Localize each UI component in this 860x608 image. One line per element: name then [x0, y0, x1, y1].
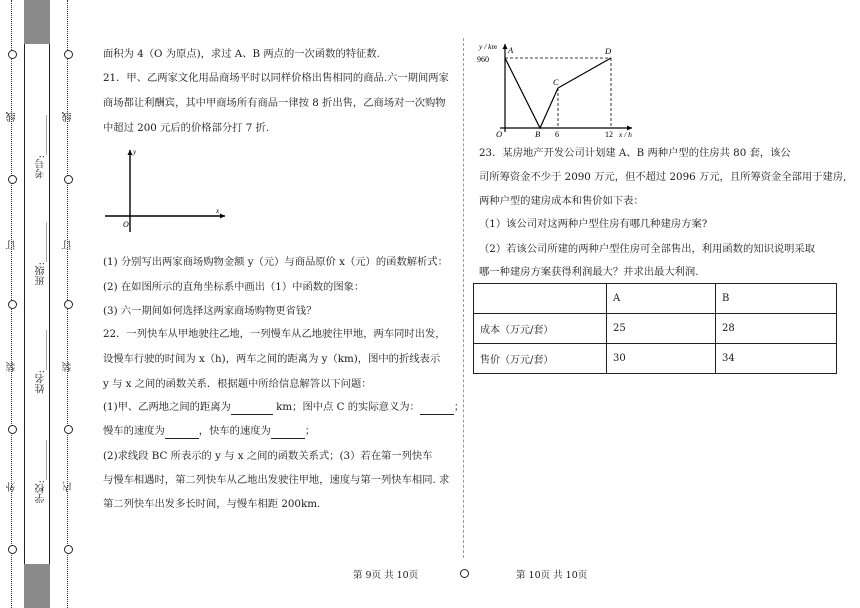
binding-gray-top	[24, 0, 50, 44]
x-axis-label: x	[216, 207, 220, 215]
binding-circle	[64, 175, 73, 184]
q21-line: 中超过 200 元后的价格部分打 7 折.	[103, 122, 270, 134]
footer-circle	[460, 569, 469, 578]
binding-circle	[64, 300, 73, 309]
q23-line: 两种户型的建房成本和售价如下表：	[479, 195, 644, 207]
q23-line: （1）该公司对这两种户型住房有哪几种建房方案?	[479, 218, 708, 230]
x-arrow	[220, 214, 225, 219]
outer-label: 装	[7, 362, 18, 372]
y-arrow	[503, 44, 508, 49]
table-cell: 25	[607, 314, 716, 344]
outer-label: 外	[7, 482, 18, 492]
q22-sub2: 第二列快车出发多长时间，与慢车相距 200km.	[103, 498, 321, 510]
table-cell: 成本（万元/套）	[474, 314, 607, 344]
y-arrow	[128, 150, 133, 155]
q23-line: 哪一种建房方案获得利润最大？并求出最大利润.	[479, 266, 699, 278]
q21-line: 商场都让利酬宾，其中甲商场所有商品一律按 8 折出售，乙商场对一次购物	[103, 97, 446, 109]
q22-sub1-line2	[103, 424, 315, 439]
binding-circle	[64, 425, 73, 434]
point-d: D	[605, 46, 612, 56]
field-name	[34, 330, 49, 393]
table-header-cell: A	[607, 284, 716, 314]
table-cell: 34	[716, 344, 837, 374]
point-o: O	[496, 129, 503, 138]
footer-left-page: 第 9页 共 10页	[353, 570, 419, 581]
q23-line: （2）若该公司所建的两种户型住房可全部售出，利用函数的知识说明采取	[479, 243, 816, 255]
cost-price-table	[473, 283, 837, 374]
table-cell: 30	[607, 344, 716, 374]
label-6: 6	[555, 130, 559, 138]
field-school-label: 学校:	[36, 480, 47, 504]
field-school-line[interactable]: ________	[36, 440, 47, 480]
footer-right-page: 第 10页 共 10页	[516, 570, 588, 581]
field-exam-no-label: 考号:	[36, 155, 47, 179]
q22-sub1-b: km；图中点 C 的实际意义为：	[276, 401, 420, 413]
q21-sub: (2) 在如图所示的直角坐标系中画出（1）中函数的图象：	[103, 281, 365, 293]
q22-line: y 与 x 之间的函数关系．根据题中所给信息解答以下问题：	[103, 378, 372, 390]
table-header-row	[474, 284, 837, 314]
q23-line: 23．某房地产开发公司计划建 A、B 两种户型的住房共 80 套，该公	[479, 147, 791, 159]
blank-point-c[interactable]	[420, 400, 454, 415]
q21-sub: (1) 分别写出两家商场购物金额 y（元）与商品原价 x（元）的函数解析式：	[103, 256, 448, 268]
y-axis-label: y	[133, 148, 137, 156]
field-class-label: 班级:	[36, 262, 47, 286]
point-b: B	[535, 129, 541, 138]
q23-line: 司所筹资金不少于 2090 万元，但不超过 2096 万元，且所筹资金全部用于建房,	[479, 171, 847, 183]
inner-label: 内	[63, 482, 74, 492]
x-axis-label: x / h	[619, 130, 632, 138]
q21-axes	[100, 140, 235, 235]
blank-distance[interactable]	[231, 400, 273, 415]
table-header-cell: B	[716, 284, 837, 314]
y-axis-label: y / km	[479, 42, 497, 51]
q22-sub1-e: ，快车的速度为	[198, 425, 271, 437]
binding-circle	[8, 50, 17, 59]
outer-label: 线	[7, 112, 18, 122]
q22-sub1-f: ；	[304, 425, 316, 437]
q20-tail: 面积为 4（O 为原点)，求过 A、B 两点的一次函数的特征数.	[103, 48, 380, 60]
origin-label: O	[123, 220, 129, 229]
field-name-line[interactable]: ________	[36, 330, 47, 370]
field-exam-no	[34, 115, 49, 178]
table-cell: 28	[716, 314, 837, 344]
binding-circle	[8, 175, 17, 184]
q21-line: 21．甲、乙两家文化用品商场平时以同样价格出售相同的商品.六一期间两家	[103, 72, 449, 84]
point-a: A	[508, 45, 514, 55]
binding-gray-bottom	[24, 564, 50, 608]
q22-sub2: 与慢车相遇时，第二列快车从乙地出发驶往甲地，速度与第一列快车相同. 求	[103, 474, 450, 486]
field-class-line[interactable]: ________	[36, 222, 47, 262]
q22-sub1-line1	[103, 400, 464, 415]
q22-sub1-a: (1)甲、乙两地之间的距离为	[103, 401, 231, 413]
field-class	[34, 222, 49, 285]
q22-line: 设慢车行驶的时间为 x（h)，两车之间的距离为 y（km)，图中的折线表示	[103, 353, 441, 365]
q22-line: 22．一列快车从甲地驶往乙地，一列慢车从乙地驶往甲地，两车同时出发，	[103, 328, 446, 340]
inner-label: 线	[63, 112, 74, 122]
inner-label: 装	[63, 362, 74, 372]
table-header-cell	[474, 284, 607, 314]
table-row	[474, 344, 837, 374]
inner-label: 订	[63, 240, 74, 250]
field-exam-no-line[interactable]: ________	[36, 115, 47, 155]
q22-sub1-d: 慢车的速度为	[103, 425, 165, 437]
q21-sub: (3) 六一期间如何选择这两家商场购物更省钱？	[103, 305, 317, 317]
outer-label: 订	[7, 240, 18, 250]
point-c: C	[553, 77, 559, 87]
label-960: 960	[477, 55, 489, 64]
page-divider	[463, 38, 464, 558]
label-12: 12	[605, 130, 613, 138]
binding-circle	[8, 300, 17, 309]
field-name-label: 姓名:	[36, 370, 47, 394]
table-cell: 售价（万元/套）	[474, 344, 607, 374]
binding-circle	[8, 545, 17, 554]
blank-fast-speed[interactable]	[271, 424, 305, 439]
blank-slow-speed[interactable]	[165, 424, 199, 439]
q22-graph	[474, 38, 644, 138]
binding-circle	[64, 50, 73, 59]
binding-circle	[8, 425, 17, 434]
field-school	[34, 440, 49, 503]
table-row	[474, 314, 837, 344]
binding-circle	[64, 545, 73, 554]
q22-sub2: (2)求线段 BC 所表示的 y 与 x 之间的函数关系式；(3）若在第一列快车	[103, 450, 433, 462]
q22-sub1-c: ；	[453, 401, 465, 413]
